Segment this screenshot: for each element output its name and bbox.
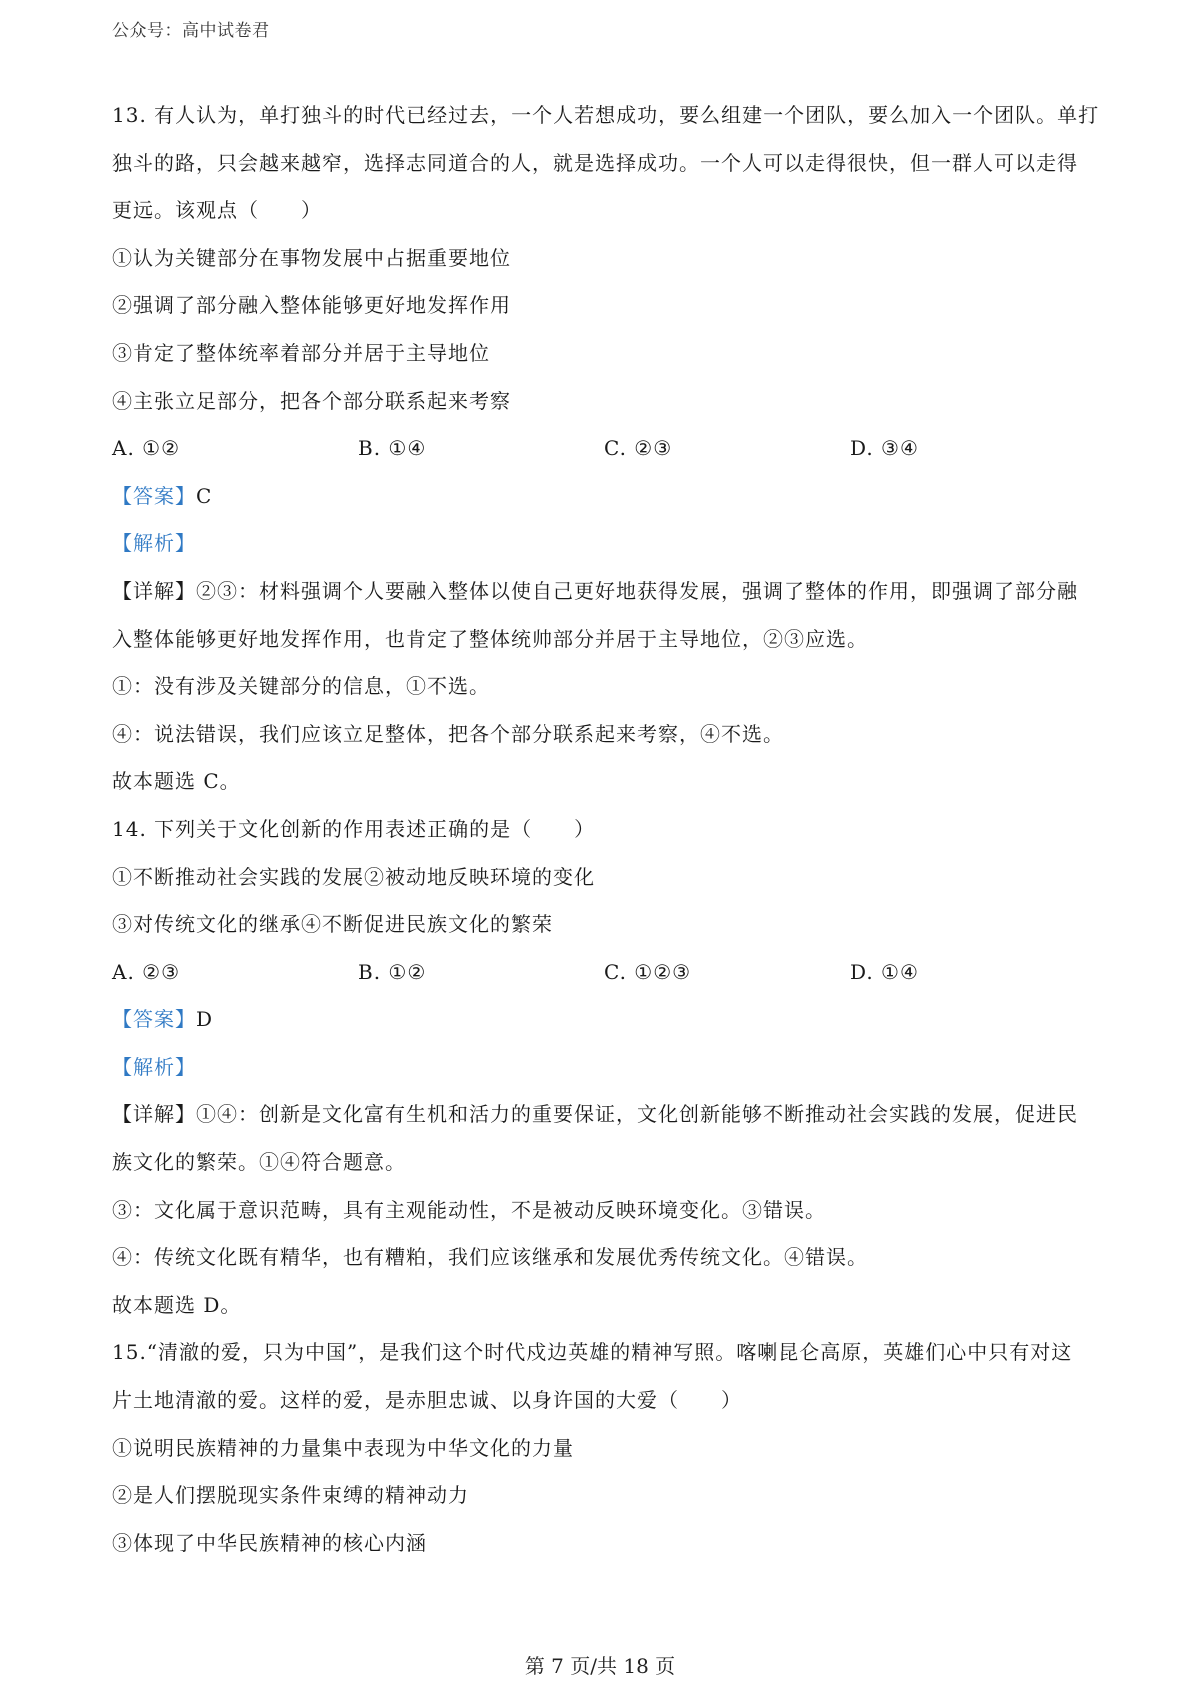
question-item: ②强调了部分融入整体能够更好地发挥作用 (112, 293, 511, 318)
question-15 (112, 1329, 1098, 1567)
detail-line: 【详解】①④：创新是文化富有生机和活力的重要保证，文化创新能够不断推动社会实践的发展，促进民 (112, 1102, 1078, 1127)
detail-line: 【详解】②③：材料强调个人要融入整体以使自己更好地获得发展，强调了整体的作用，即强调了部分融 (112, 578, 1078, 603)
answer-tag: 【答案】 (112, 483, 196, 508)
page-header: 公众号：高中试卷君 (112, 21, 270, 41)
detail-line: 故本题选 C。 (112, 769, 241, 794)
option-c: C. ①②③ (604, 959, 692, 984)
question-item: ③对传统文化的继承④不断促进民族文化的繁荣 (112, 912, 553, 937)
question-stem-line: 更远。该观点（ ） (112, 198, 322, 223)
option-b: B. ①② (358, 959, 427, 984)
option-b: B. ①④ (358, 436, 427, 461)
option-d: D. ①④ (850, 959, 919, 984)
option-a: A. ①② (112, 436, 181, 461)
option-d: D. ③④ (850, 436, 919, 461)
detail-line: ④：传统文化既有精华，也有糟粕，我们应该继承和发展优秀传统文化。④错误。 (112, 1245, 868, 1270)
question-stem-line: 13. 有人认为，单打独斗的时代已经过去，一个人若想成功，要么组建一个团队，要么加入一个团队。单打 (112, 103, 1100, 127)
question-13 (112, 92, 1098, 806)
question-stem-line: 14. 下列关于文化创新的作用表述正确的是（ ） (112, 816, 596, 841)
question-item: ①不断推动社会实践的发展②被动地反映环境的变化 (112, 864, 595, 889)
question-14 (112, 806, 1098, 1330)
question-stem-line: 独斗的路，只会越来越窄，选择志同道合的人，就是选择成功。一个人可以走得很快，但一群人可以走得 (112, 150, 1078, 175)
detail-line: 族文化的繁荣。①④符合题意。 (112, 1150, 406, 1175)
question-stem-line: 片土地清澈的爱。这样的爱，是赤胆忠诚、以身许国的大爱（ ） (112, 1388, 742, 1413)
option-c: C. ②③ (604, 436, 673, 461)
question-item: ④主张立足部分，把各个部分联系起来考察 (112, 388, 511, 413)
question-stem-line: 15.“清澈的爱，只为中国”，是我们这个时代戍边英雄的精神写照。喀喇昆仑高原，英雄们心中只有对这 (112, 1340, 1073, 1365)
answer-options (112, 425, 1098, 473)
question-item: ①说明民族精神的力量集中表现为中华文化的力量 (112, 1435, 574, 1460)
answer-line (112, 996, 1098, 1044)
option-a: A. ②③ (112, 959, 181, 984)
question-item: ②是人们摆脱现实条件束缚的精神动力 (112, 1483, 469, 1508)
question-item: ③肯定了整体统率着部分并居于主导地位 (112, 340, 490, 365)
answer-tag: 【答案】 (112, 1007, 196, 1032)
analysis-tag: 【解析】 (112, 1054, 196, 1079)
detail-line: ③：文化属于意识范畴，具有主观能动性，不是被动反映环境变化。③错误。 (112, 1197, 826, 1222)
page-number: 第 7 页/共 18 页 (524, 1654, 676, 1678)
analysis-tag: 【解析】 (112, 531, 196, 556)
detail-line: 故本题选 D。 (112, 1292, 242, 1317)
answer-value: D (196, 1007, 214, 1032)
question-content (112, 92, 1098, 1567)
question-item: ①认为关键部分在事物发展中占据重要地位 (112, 245, 511, 270)
answer-line (112, 473, 1098, 521)
question-item: ③体现了中华民族精神的核心内涵 (112, 1530, 427, 1555)
detail-line: ①：没有涉及关键部分的信息，①不选。 (112, 674, 490, 699)
detail-line: ④：说法错误，我们应该立足整体，把各个部分联系起来考察，④不选。 (112, 721, 784, 746)
answer-options (112, 949, 1098, 997)
answer-value: C (196, 483, 213, 508)
detail-line: 入整体能够更好地发挥作用，也肯定了整体统帅部分并居于主导地位，②③应选。 (112, 626, 868, 651)
